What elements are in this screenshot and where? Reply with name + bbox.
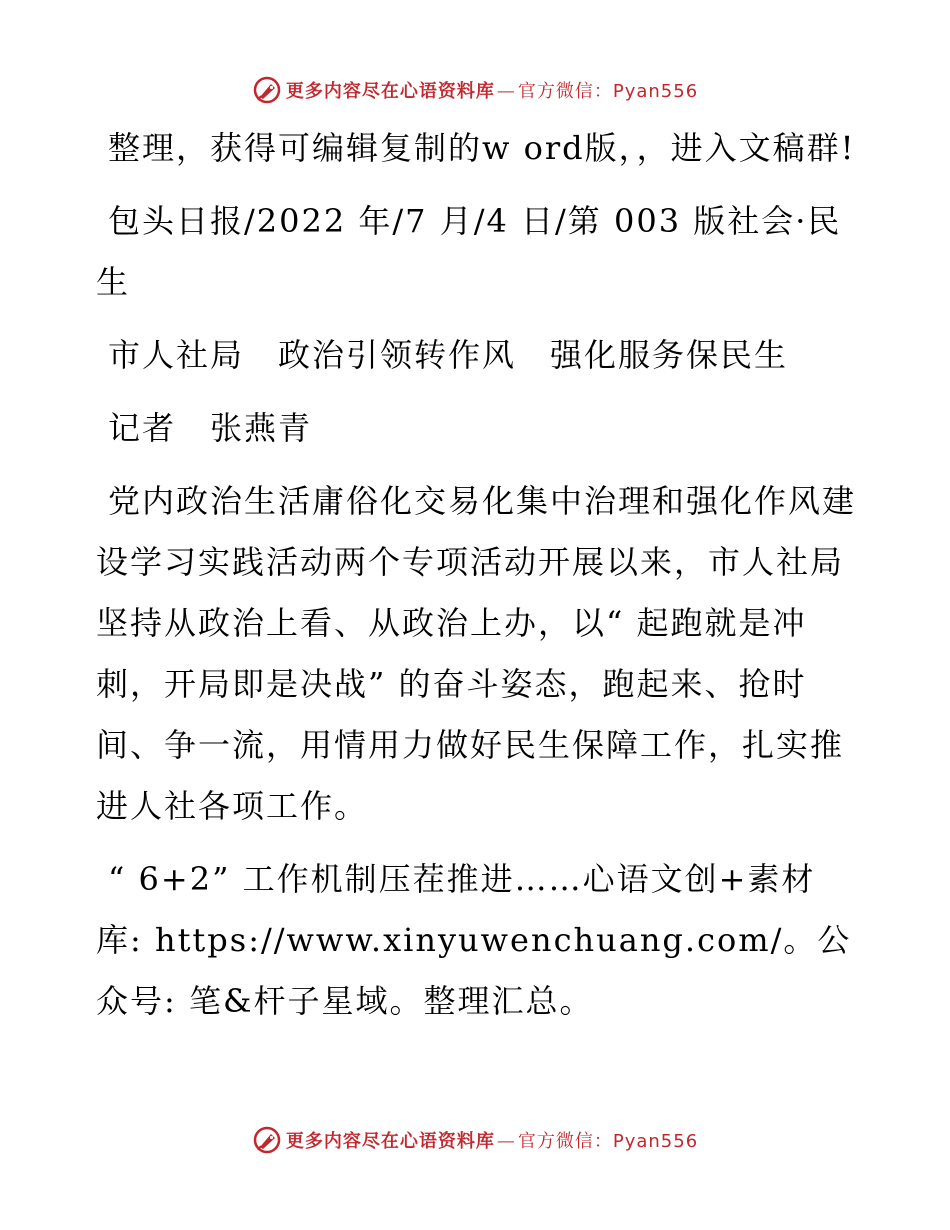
source-line: 包头日报/2022 年/7 月/4 日/第 003 版社会·民生 [96,202,842,301]
footer-watermark [0,1120,950,1160]
watermark-wechat-label: 官方微信： [517,81,613,102]
watermark-separator: — [496,1131,516,1152]
watermark-wechat-id: Pyan556 [612,1131,699,1152]
watermark-wechat-label: 官方微信： [517,1131,613,1152]
watermark-text [286,1127,698,1153]
body-paragraph: 党内政治生活庸俗化交易化集中治理和强化作风建设学习实践活动两个专项活动开展以来，市人社局坚持从政治上看、从政治上办，以“ 起跑就是冲刺，开局即是决战” 的奋斗姿态，跑起来、抢时间、争一流，用情用力做好民生保障工作，扎实推进人社各项工作。 [96,482,857,825]
watermark-wechat-id: Pyan556 [612,81,699,102]
document-body [96,118,856,1044]
watermark-separator: — [496,81,516,102]
watermark-brand: 更多内容尽在心语资料库 [285,81,495,102]
pen-nib-logo-icon [252,75,282,105]
watermark-brand: 更多内容尽在心语资料库 [285,1131,495,1152]
header-watermark [0,70,950,110]
reporter-line: 记者 张燕青 [108,409,313,447]
article-title: 市人社局 政治引领转作风 强化服务保民生 [108,336,789,374]
pen-nib-logo-icon [252,1125,282,1155]
intro-paragraph: 整理，获得可编辑复制的w ord版，，进入文稿群! [108,129,856,167]
watermark-text [286,77,698,103]
mechanism-paragraph: “ 6+2” 工作机制压茬推进……心语文创+素材库: https://www.xinyuwenchuang.com/。公众号: 笔&杆子星域。整理汇总。 [96,860,852,1020]
